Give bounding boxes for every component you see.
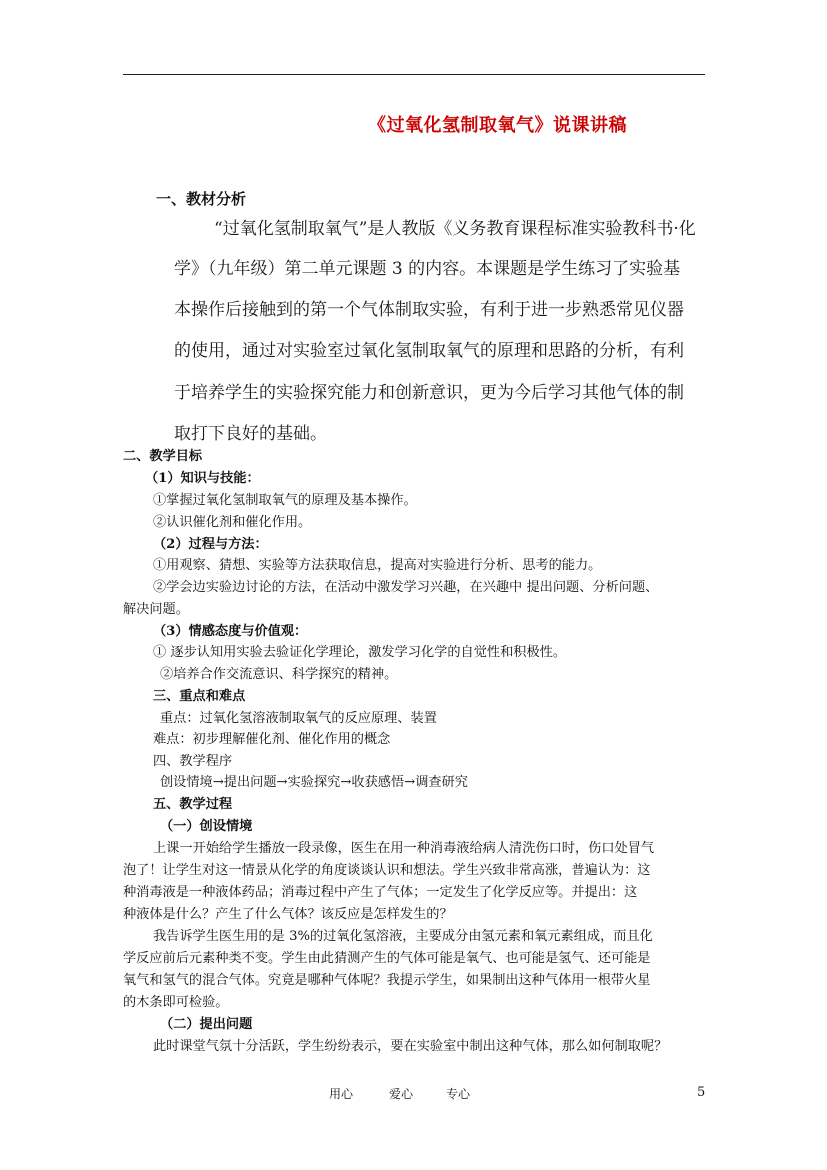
- section1-line-1: “过氧化氢制取氧气”是人教版《义务教育课程标准实验教科书·化: [214, 219, 696, 239]
- section5-sub2: （二）提出问题: [160, 1017, 253, 1032]
- para1-line-2: 泡了！让学生对这一情景从化学的角度谈谈认识和想法。学生兴致非常高涨，普遍认为：这: [123, 863, 651, 878]
- section2-heading: 二、教学目标: [123, 449, 203, 464]
- page-number: 5: [697, 1085, 706, 1100]
- para2-line-3: 氧气和氢气的混合气体。究竟是哪种气体呢？我提示学生，如果制出这种气体用一根带火星: [123, 973, 651, 988]
- difficult-point: 难点：初步理解催化剂、催化作用的概念: [153, 732, 391, 747]
- para1-line-3: 种消毒液是一种液体药品；消毒过程中产生了气体；一定发生了化学反应等。并提出：这: [123, 885, 638, 900]
- section1-line-3: 本操作后接触到的第一个气体制取实验，有利于进一步熟悉常见仪器: [174, 300, 684, 320]
- para1-line-1: 上课一开始给学生播放一段录像，医生在用一种消毒液给病人清洗伤口时，伤口处冒气: [153, 841, 655, 856]
- key-point: 重点：过氧化氢溶液制取氧气的反应原理、装置: [160, 711, 437, 726]
- footer-item-3: 专心: [446, 1087, 471, 1101]
- para1-line-4: 种液体是什么？产生了什么气体？该反应是怎样发生的？: [123, 907, 453, 922]
- section2-sub2: （2）过程与方法：: [153, 537, 268, 552]
- section2-sub2-item-2-cont: 解决问题。: [123, 602, 189, 617]
- section1-line-5: 于培养学生的实验探究能力和创新意识，更为今后学习其他气体的制: [174, 383, 684, 403]
- section1-line-6: 取打下良好的基础。: [174, 424, 327, 444]
- section3-heading: 三、重点和难点: [153, 689, 246, 704]
- para2-line-1: 我告诉学生医生用的是 3%的过氧化氢溶液，主要成分由氢元素和氧元素组成，而且化: [153, 929, 653, 944]
- footer-item-2: 爱心: [389, 1087, 414, 1101]
- section5-heading: 五、教学过程: [153, 797, 233, 812]
- section4-heading: 四、教学程序: [153, 754, 233, 769]
- header-rule: [123, 74, 705, 75]
- section2-sub3: （3）情感态度与价值观：: [153, 624, 308, 639]
- section1-line-4: 的使用，通过对实验室过氧化氢制取氧气的原理和思路的分析，有利: [174, 341, 684, 361]
- section2-sub2-item-2: ②学会边实验边讨论的方法，在活动中激发学习兴趣，在兴趣中 提出问题、分析问题、: [153, 580, 659, 595]
- page-title: 《过氧化氢制取氧气》说课讲稿: [368, 115, 627, 136]
- section2-sub3-item-1: ① 逐步认知用实验去验证化学理论，激发学习化学的自觉性和积极性。: [153, 645, 567, 660]
- section1-heading: 一、教材分析: [156, 190, 247, 208]
- section2-sub2-item-1: ①用观察、猜想、实验等方法获取信息，提高对实验进行分析、思考的能力。: [153, 558, 602, 573]
- section2-sub3-item-2: ②培养合作交流意识、科学探究的精神。: [160, 667, 398, 682]
- section1-line-2: 学》（九年级）第二单元课题 3 的内容。本课题是学生练习了实验基: [174, 259, 681, 279]
- footer-item-1: 用心: [329, 1087, 354, 1101]
- para3-line-1: 此时课堂气氛十分活跃，学生纷纷表示，要在实验室中制出这种气体，那么如何制取呢？: [153, 1039, 668, 1054]
- section2-sub1: （1）知识与技能：: [145, 471, 260, 486]
- para2-line-4: 的木条即可检验。: [123, 995, 229, 1010]
- para2-line-2: 学反应前后元素种类不变。学生由此猜测产生的气体可能是氧气、也可能是氢气、还可能是: [123, 951, 651, 966]
- section5-sub1: （一）创设情境: [160, 819, 253, 834]
- section2-sub1-item-1: ①掌握过氧化氢制取氧气的原理及基本操作。: [153, 493, 417, 508]
- section2-sub1-item-2: ②认识催化剂和催化作用。: [153, 515, 312, 530]
- teaching-flow: 创设情境→提出问题→实验探究→收获感悟→调查研究: [160, 775, 468, 790]
